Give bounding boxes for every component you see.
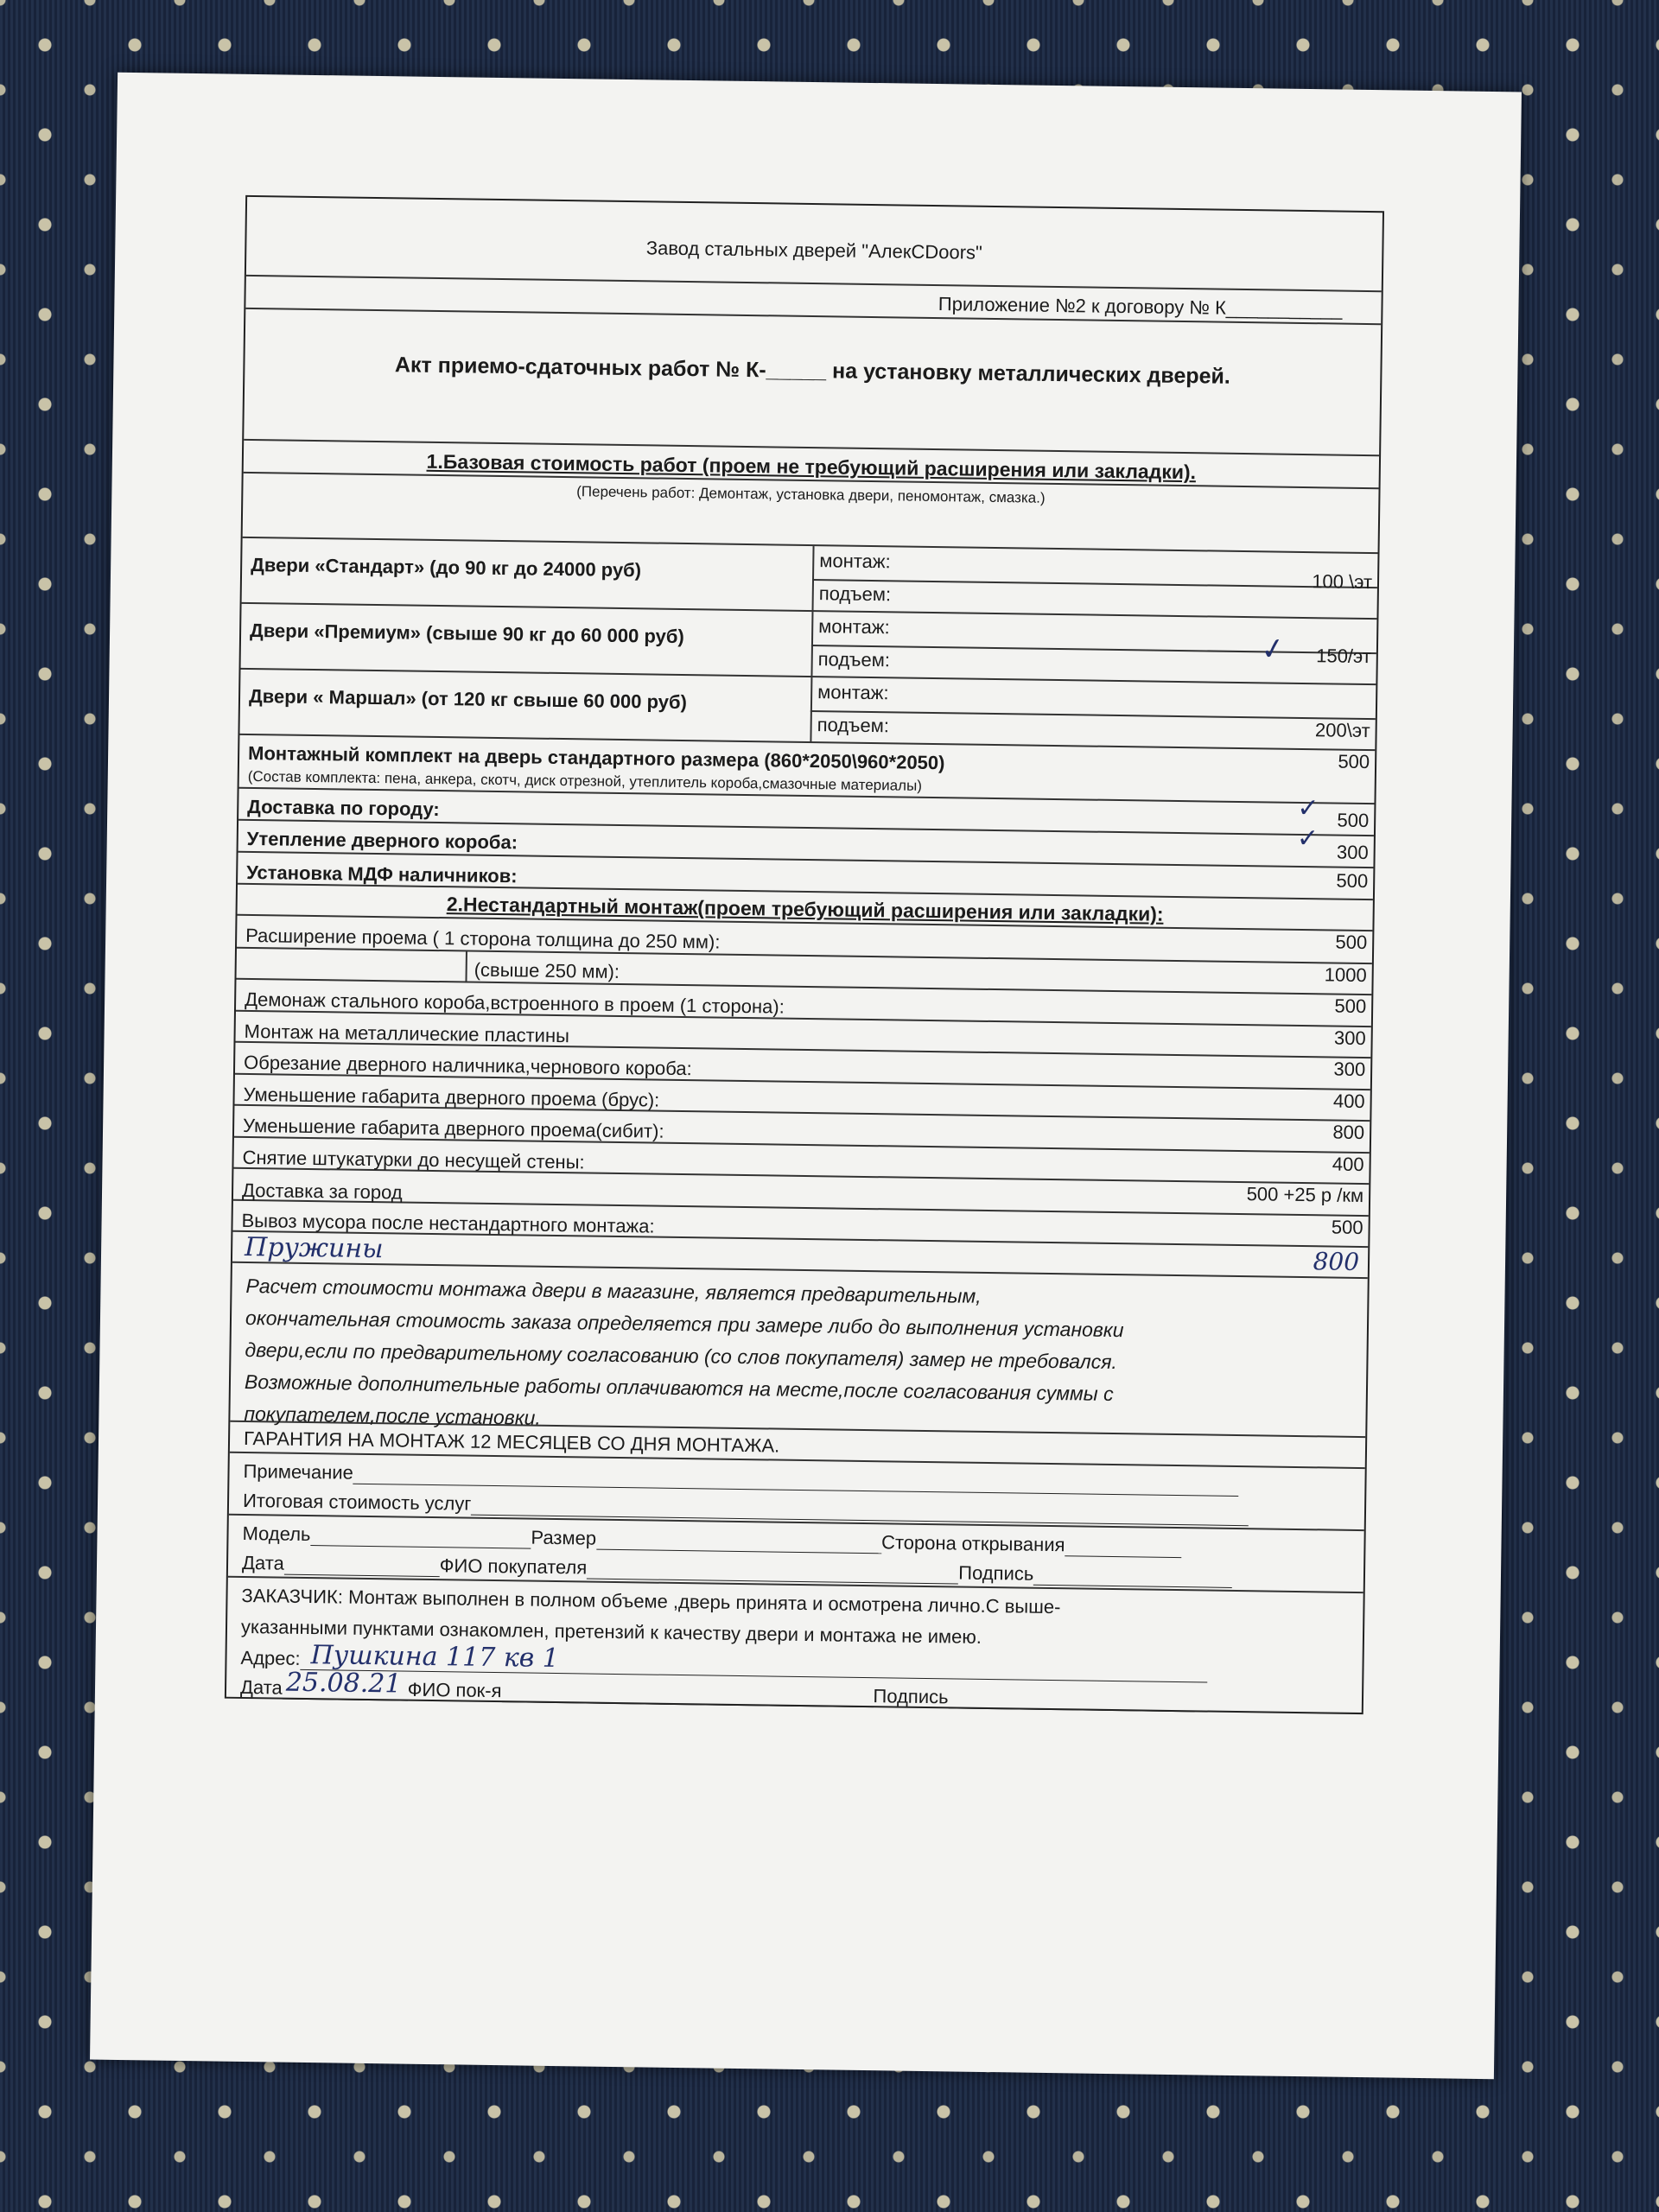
side-blank[interactable] [1065,1536,1181,1558]
work-item-price: 400 [1332,1090,1365,1113]
notice-line: двери,если по предварительному согласованию (со слов покупателя) замер не требовался. [245,1338,1118,1374]
door-price: 150/эт [1316,645,1372,668]
signature-label: Подпись [958,1561,1034,1585]
insulation-label: Утепление дверного короба: [246,827,518,854]
section2-title: 2.Нестандартный монтаж(проем требующий расширения или закладки): [446,893,1164,925]
work-item-price: 1000 [1324,963,1367,987]
work-item-price: 500 [1335,931,1368,954]
mount-label: монтаж: [818,615,890,639]
work-item-price: 400 [1332,1153,1364,1176]
kit-note: (Состав комплекта: пена, анкера, скотч, диск отрезной, утеплитель короба,смазочные материалы) [247,767,923,794]
work-item-price: 500 [1334,995,1367,1018]
act-title-row [244,309,1381,456]
customer-date-line [239,1667,1195,1712]
delivery-label: Доставка по городу: [247,795,440,821]
checkmark-icon: ✓ [1257,630,1288,669]
signature-blank[interactable] [1033,1566,1232,1588]
size-blank[interactable] [596,1530,881,1554]
notice-row [230,1232,1368,1438]
door-price: 100 \эт [1312,570,1373,594]
work-item-label: Монтаж на металлические пластины [244,1020,570,1047]
door-price: 200\эт [1314,719,1370,742]
model-label: Модель [242,1522,311,1546]
work-item-price: 500 +25 р /км [1246,1183,1364,1207]
address-blank[interactable] [300,1640,1207,1683]
divider [465,951,467,982]
date-blank[interactable] [284,1555,440,1578]
notice-text [244,1270,1124,1442]
notice-line: Расчет стоимости монтажа двери в магазине, является предварительным, [245,1274,982,1307]
divider [812,579,1377,588]
company-title: Завод стальных дверей "АлекCDoors" [645,237,983,264]
work-item-price: 300 [1333,1027,1366,1050]
appendix-label: Приложение №2 к договору № К___________ [938,293,1343,321]
customer-date-label: Дата [239,1675,283,1699]
lift-label: подъем: [817,714,890,737]
work-item-price: 800 [1332,1121,1365,1144]
lift-label: подъем: [817,648,891,671]
date-handwritten: 25.08.21 [285,1667,402,1700]
delivery-price: 500 [1337,809,1370,832]
work-item-label: Демонаж стального короба,встроенного в проем (1 сторона): [244,988,785,1018]
notice-line: окончательная стоимость заказа определяется при замере либо до выполнения установки [245,1306,1124,1342]
work-item-label: Вывоз мусора после нестандартного монтажа: [241,1209,655,1237]
work-item-label: Доставка за город [241,1179,403,1204]
side-label: Сторона открывания [880,1531,1065,1556]
buyer-label: ФИО покупателя [439,1554,588,1579]
handwritten-item: Пружины [244,1231,384,1265]
buyer-blank[interactable] [587,1560,958,1585]
checkmark-icon: ✓ [1296,823,1319,855]
customer-line: ЗАКАЗЧИК: Монтаж выполнен в полном объеме ,дверь принята и осмотрена лично.С выше- [241,1584,1061,1618]
customer-line: указанными пунктами ознакомлен, претензий к качеству двери и монтажа не имею. [240,1615,982,1648]
acceptance-form [225,195,1384,1714]
work-item-label: Обрезание дверного наличника,чернового короба: [243,1051,692,1080]
note-blank[interactable] [353,1465,1239,1497]
divider [810,710,1376,720]
guarantee-text: ГАРАНТИЯ НА МОНТАЖ 12 МЕСЯЦЕВ СО ДНЯ МОНТАЖА. [243,1427,780,1457]
date-label: Дата [241,1551,284,1574]
model-blank[interactable] [310,1526,531,1549]
insulation-price: 300 [1336,841,1369,864]
work-item-label: Расширение проема ( 1 сторона толщина до 250 мм): [245,924,721,953]
total-label: Итоговая стоимость услуг [242,1489,472,1515]
work-item-price: 300 [1333,1058,1366,1081]
mdf-label: Установка МДФ наличников: [246,861,518,887]
note-label: Примечание [243,1459,354,1484]
fio-label: ФИО пок-я [407,1678,502,1702]
notice-line: покупателем,после установки. [244,1402,542,1429]
door-label: Двери «Стандарт» (до 90 кг до 24000 руб) [251,553,642,582]
mdf-price: 500 [1336,869,1369,893]
customer-signature-blank[interactable] [948,1688,1194,1712]
address-label: Адрес: [240,1646,301,1669]
fio-blank[interactable] [501,1682,873,1707]
checkmark-icon: ✓ [1297,792,1319,824]
kit-price: 500 [1338,750,1370,773]
work-item-price: 500 [1331,1216,1363,1239]
work-item-label: Уменьшение габарита дверного проема(сибит): [242,1114,664,1142]
customer-date-blank[interactable] [283,1667,408,1701]
door-label: Двери « Маршал» (от 120 кг свыше 60 000 руб) [248,684,688,714]
size-label: Размер [531,1526,597,1549]
address-handwritten: Пушкина 117 кв 1 [310,1640,560,1675]
act-title: Акт приемо-сдаточных работ № К-_____ на установку металлических дверей. [394,353,1231,389]
lift-label: подъем: [818,582,892,606]
customer-row [226,1578,1363,1716]
mount-label: монтаж: [817,681,889,704]
work-item-label: (свыше 250 мм): [474,958,620,982]
divider [811,645,1376,654]
handwritten-price: 800 [1313,1247,1360,1276]
section1-subtitle: (Перечень работ: Демонтаж, установка двери, пеномонтаж, смазка.) [576,483,1046,506]
section1-title: 1.Базовая стоимость работ (проем не требующий расширения или закладки). [426,449,1197,484]
work-item-label: Снятие штукатурки до несущей стены: [242,1146,585,1173]
notice-line: Возможные дополнительные работы оплачиваются на месте,после согласования суммы с [244,1370,1114,1406]
model-size-side-line [242,1522,1181,1558]
mount-label: монтаж: [819,550,891,573]
kit-label: Монтажный комплект на дверь стандартного размера (860*2050\960*2050) [247,741,945,774]
paper-sheet [90,73,1522,2079]
customer-signature-label: Подпись [873,1685,949,1708]
door-label: Двери «Премиум» (свыше 90 кг до 60 000 руб) [249,619,684,647]
work-item-label: Уменьшение габарита дверного проема (брус): [243,1083,660,1111]
